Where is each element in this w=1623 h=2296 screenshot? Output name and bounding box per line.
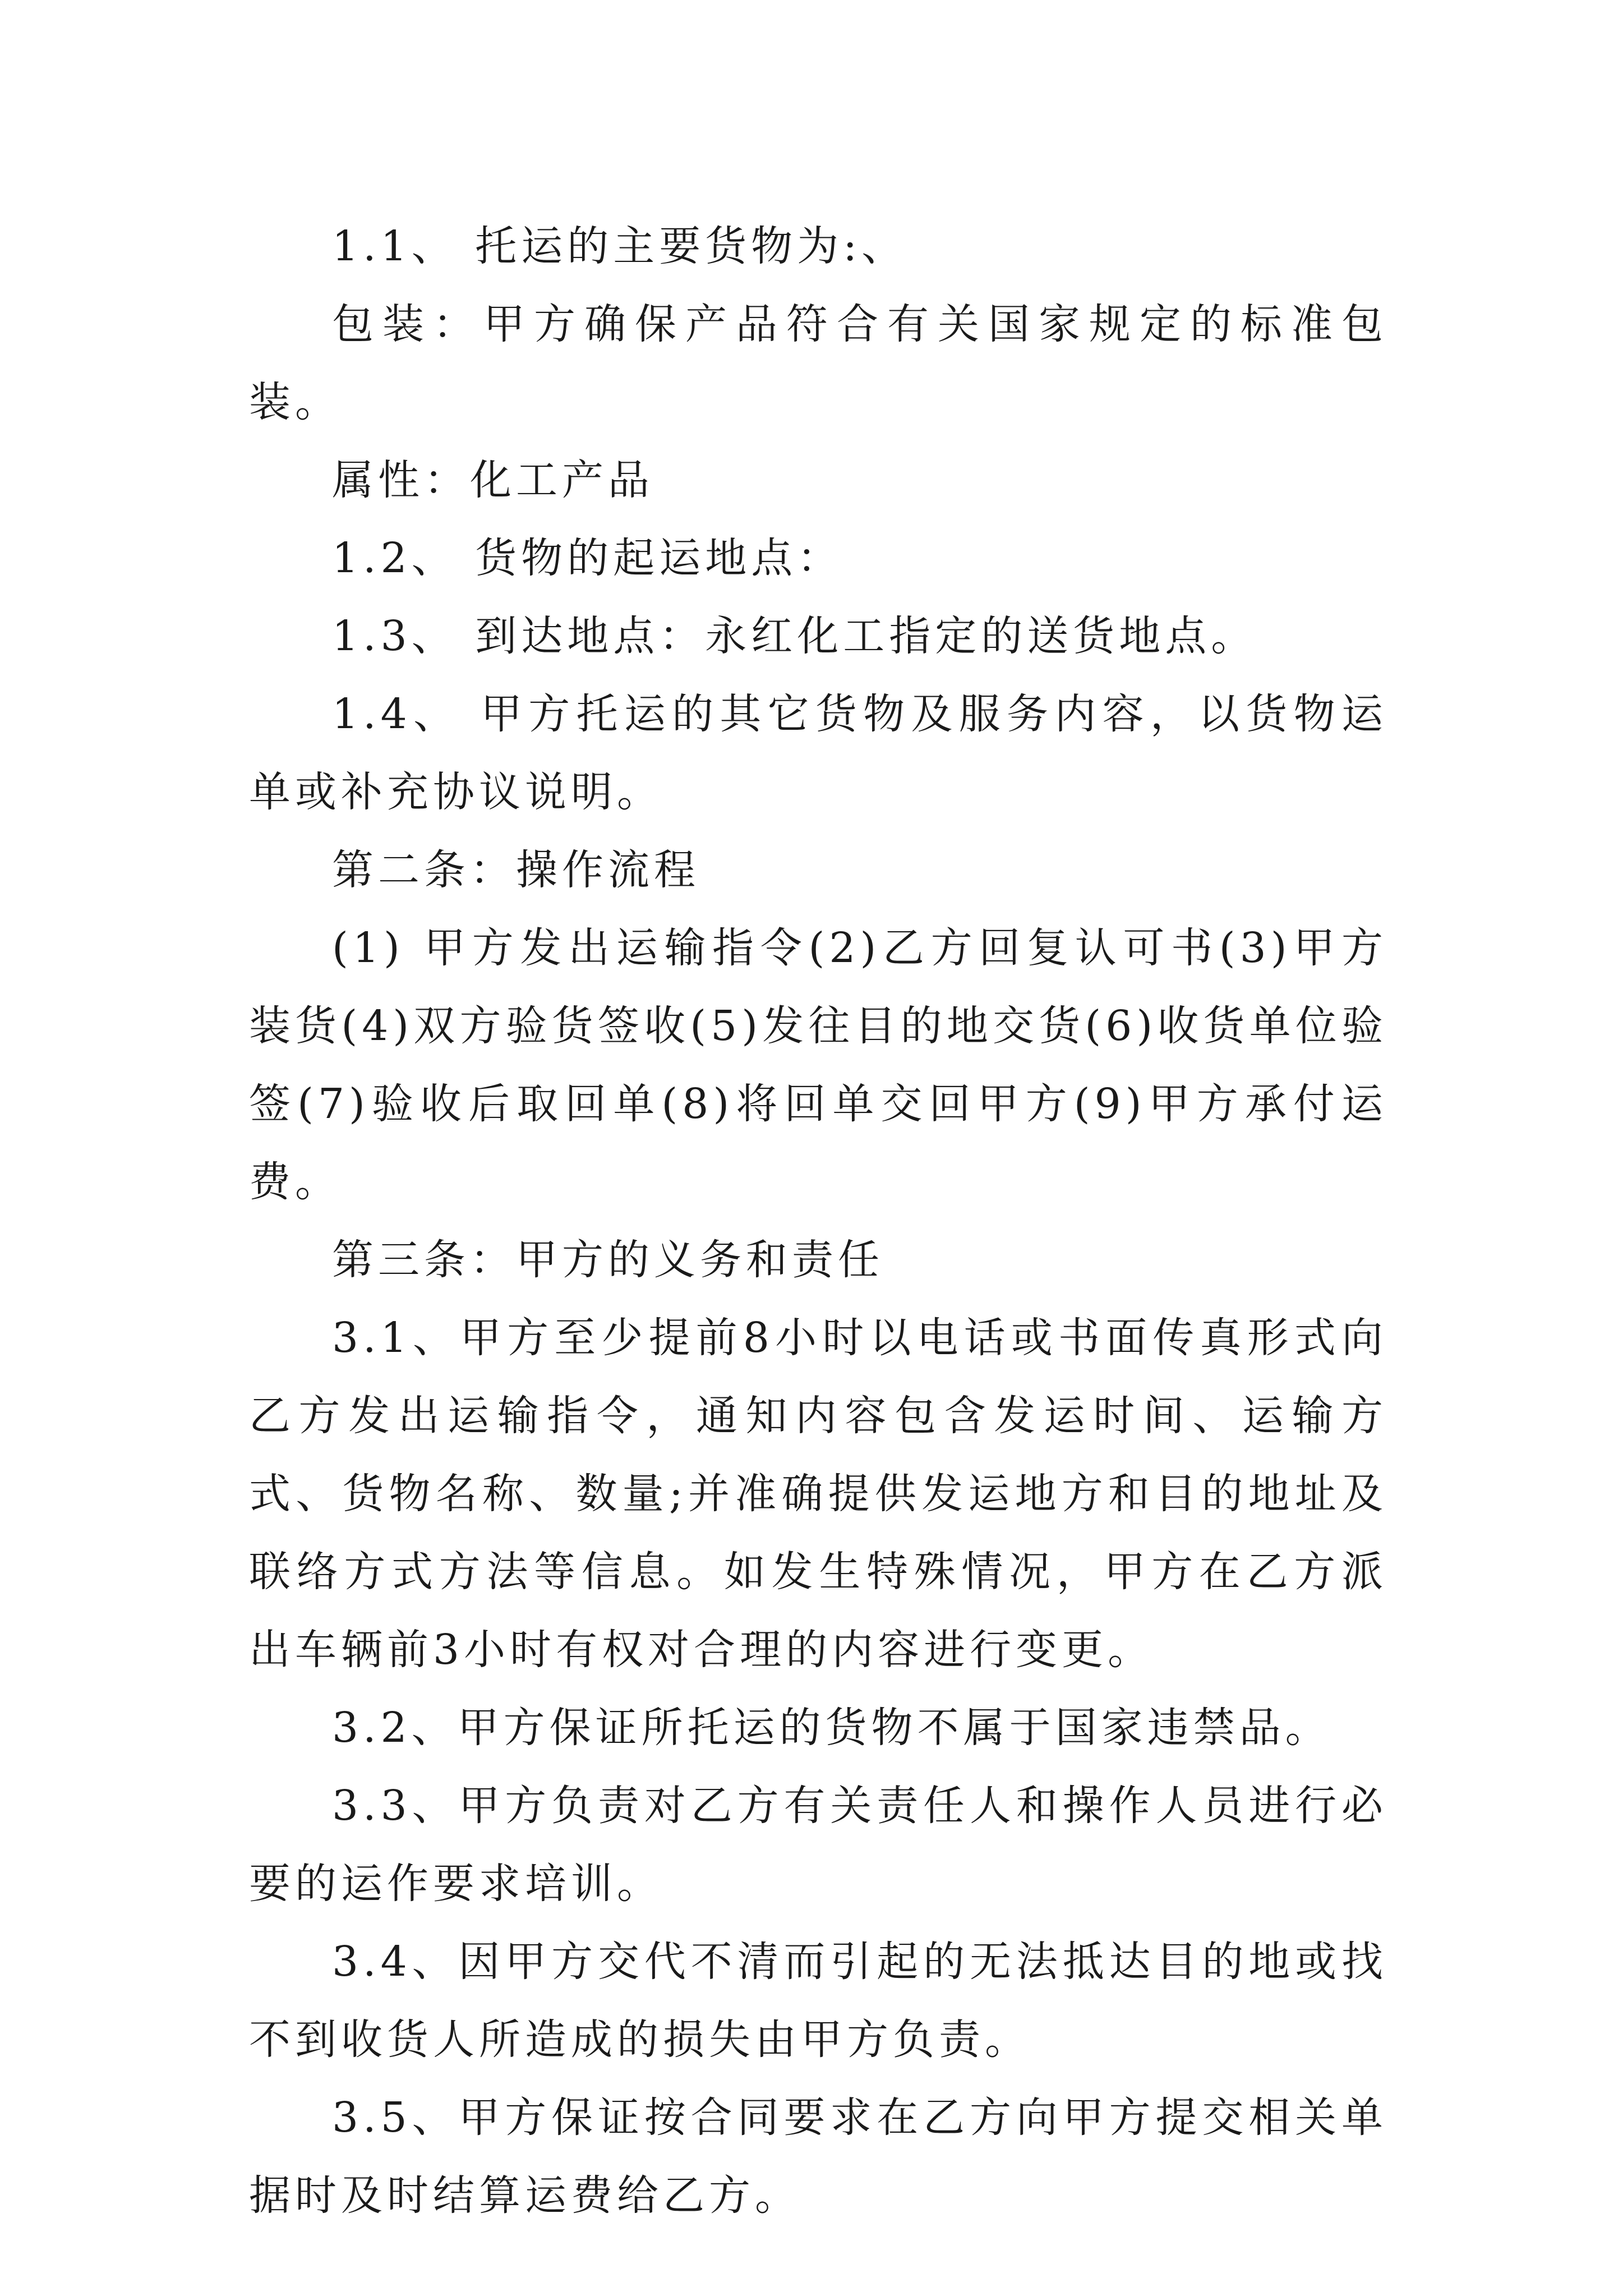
paragraph-1-4: 1.4、 甲方托运的其它货物及服务内容，以货物运单或补充协议说明。 [249, 690, 1387, 816]
paragraph-attribute: 属性：化工产品 [332, 456, 654, 504]
paragraph-process: (1) 甲方发出运输指令(2)乙方回复认可书(3)甲方装货(4)双方验货签收(5)发往目的地交货(6)收货单位验签(7)验收后取回单(8)将回单交回甲方(9)甲方承付运费。 [249, 924, 1387, 1206]
document-body [249, 208, 1387, 2235]
paragraph-1-1: 1.1、 托运的主要货物为:、 [332, 222, 908, 270]
paragraph-3-1: 3.1、甲方至少提前8小时以电话或书面传真形式向乙方发出运输指令，通知内容包含发运时间、运输方式、货物名称、数量;并准确提供发运地方和目的地址及联络方式方法等信息。如发生特殊情况，甲方在乙方派出车辆前3小时有权对合理的内容进行变更。 [249, 1314, 1387, 1674]
paragraph-3-3: 3.3、甲方负责对乙方有关责任人和操作人员进行必要的运作要求培训。 [249, 1782, 1387, 1908]
paragraph-3-2: 3.2、甲方保证所托运的货物不属于国家违禁品。 [332, 1704, 1331, 1752]
paragraph-1-3: 1.3、 到达地点：永红化工指定的送货地点。 [332, 612, 1257, 660]
heading-article-3: 第三条：甲方的义务和责任 [332, 1236, 884, 1284]
paragraph-packaging: 包装：甲方确保产品符合有关国家规定的标准包装。 [249, 300, 1387, 426]
paragraph-3-4: 3.4、因甲方交代不清而引起的无法抵达目的地或找不到收货人所造成的损失由甲方负责。 [249, 1938, 1387, 2064]
heading-article-2: 第二条：操作流程 [332, 846, 700, 894]
paragraph-3-5: 3.5、甲方保证按合同要求在乙方向甲方提交相关单据时及时结算运费给乙方。 [249, 2093, 1387, 2220]
paragraph-1-2: 1.2、 货物的起运地点： [332, 534, 843, 582]
